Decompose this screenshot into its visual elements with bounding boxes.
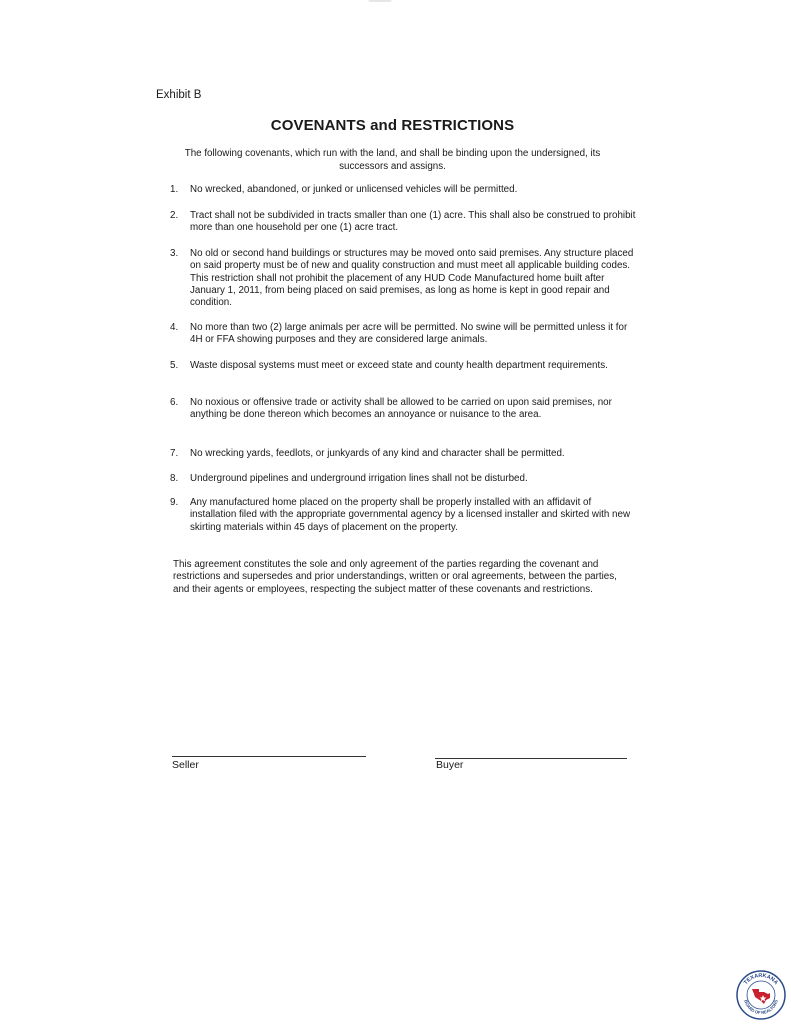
- exhibit-label: Exhibit B: [156, 89, 202, 101]
- item-number: 9.: [170, 497, 179, 508]
- item-number: 3.: [170, 248, 179, 259]
- item-number: 1.: [170, 184, 179, 195]
- item-text: No wrecking yards, feedlots, or junkyards of any kind and character shall be permitted.: [190, 448, 565, 459]
- buyer-signature-line: [435, 758, 627, 759]
- scan-artifact: [368, 0, 392, 2]
- item-number: 6.: [170, 397, 179, 408]
- document-title: COVENANTS and RESTRICTIONS: [270, 117, 515, 134]
- item-number: 5.: [170, 360, 179, 371]
- item-number: 8.: [170, 473, 179, 484]
- seller-label: Seller: [172, 759, 199, 771]
- item-text: No wrecked, abandoned, or junked or unlicensed vehicles will be permitted.: [190, 184, 518, 195]
- item-number: 7.: [170, 448, 179, 459]
- item-text: No more than two (2) large animals per acre will be permitted. No swine will be permitted unless it for 4H or FFA showing purposes and they are considered large animals.: [190, 322, 628, 346]
- item-text: Underground pipelines and underground irrigation lines shall not be disturbed.: [190, 473, 528, 484]
- seller-signature-line: [172, 756, 366, 757]
- item-text: No noxious or offensive trade or activity shall be allowed to be carried on upon said premises, nor anything be done thereon which becomes an annoyance or nuisance to the area.: [190, 397, 612, 421]
- item-number: 2.: [170, 210, 179, 221]
- item-text: Any manufactured home placed on the property shall be properly installed with an affidavit of installation filed with the appropriate governmental agency by a licensed installer and skirted with new skirting materials within 45 days of placement on the property.: [190, 497, 631, 533]
- closing-paragraph: This agreement constitutes the sole and only agreement of the parties regarding the covenant and restrictions and supersedes and prior understandings, written or oral agreements, between the parties, and their agents or employees, respecting the subject matter of these covenants and restrictions.: [173, 559, 617, 595]
- item-text: Tract shall not be subdivided in tracts smaller than one (1) acre. This shall also be construed to prohibit more than one household per one (1) acre tract.: [190, 210, 636, 234]
- logo-top-text: TEXARKANA: [743, 972, 779, 987]
- item-text: No old or second hand buildings or structures may be moved onto said premises. Any structure placed on said property must be of new and quality construction and must meet all applicable building codes. This restriction shall not prohibit the placement of any HUD Code Manufactured home built after January 1, 2011, from being placed on said premises, as long as home is kept in good repair and condition.: [190, 248, 634, 309]
- item-text: Waste disposal systems must meet or exceed state and county health department requirements.: [190, 360, 608, 371]
- logo-bottom-text: BOARD OF REALTORS: [743, 999, 779, 1016]
- intro-paragraph: The following covenants, which run with the land, and shall be binding upon the undersigned, its successors and assigns.: [184, 148, 601, 172]
- realtor-board-logo: [736, 970, 786, 1020]
- item-number: 4.: [170, 322, 179, 333]
- buyer-label: Buyer: [436, 759, 464, 771]
